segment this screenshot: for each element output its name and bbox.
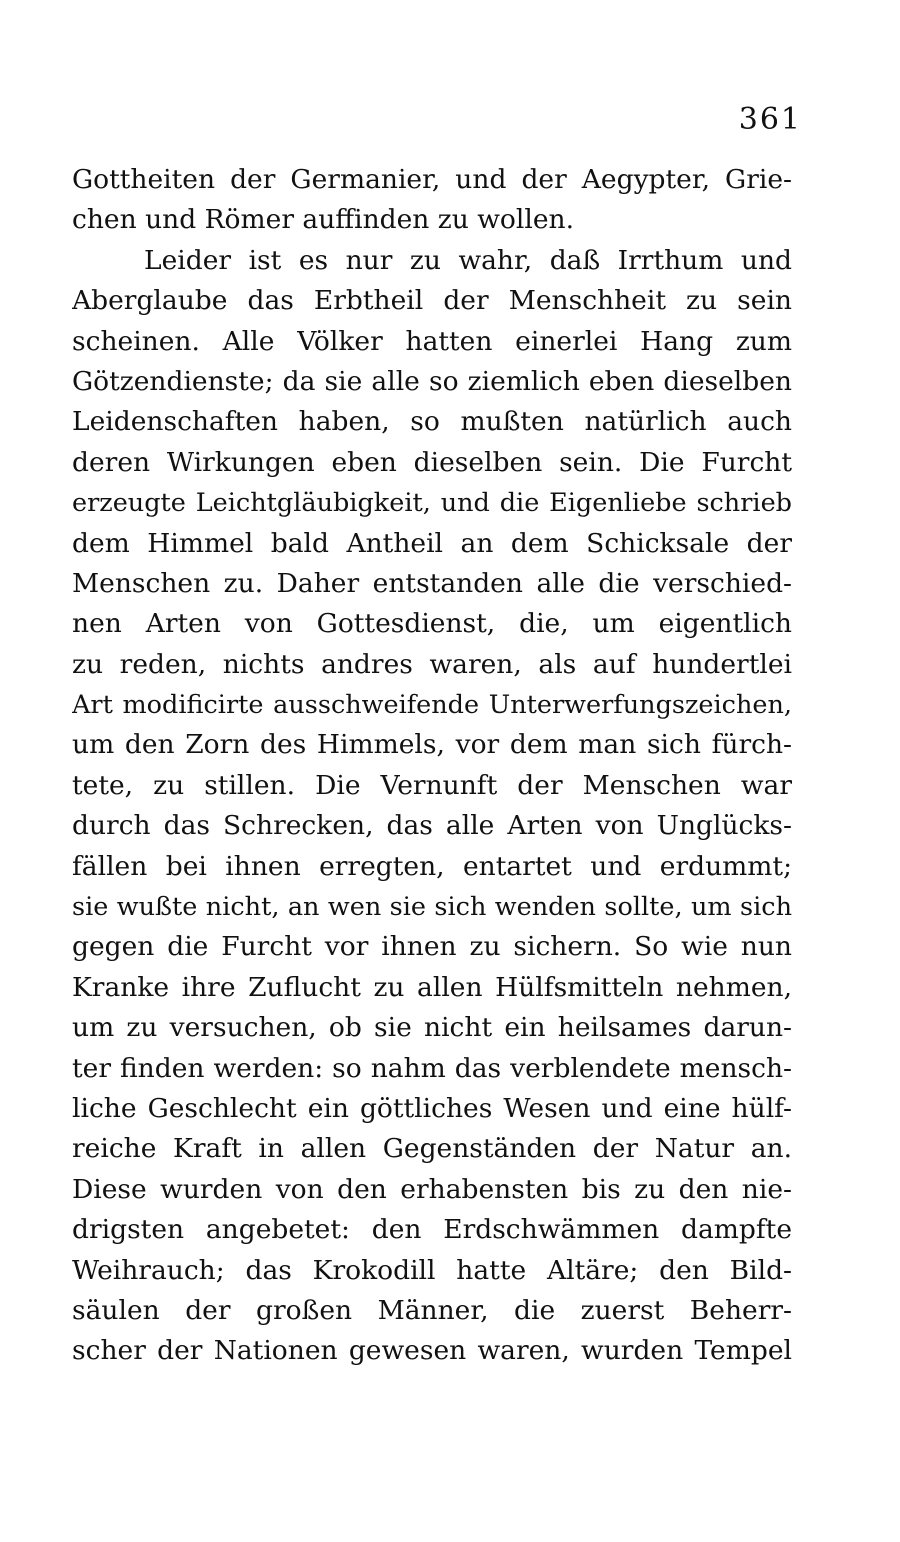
text-line: fällen bei ihnen erregten, entartet und erdummt; [72,850,792,882]
text-line: Götzendienste; da sie alle so ziemlich eben dieselben [72,365,792,397]
text-line: Aberglaube das Erbtheil der Menschheit zu sein [72,285,792,317]
text-line: zu reden, nichts andres waren, als auf hundertlei [72,648,792,680]
text-line: scher der Nationen gewesen waren, wurden Tempel [72,1335,792,1367]
text-line: tete, zu stillen. Die Vernunft der Menschen war [72,769,792,801]
text-line: Leidenschaften haben, so mußten natürlich auch [72,406,792,438]
text-line: Leider ist es nur zu wahr, daß Irrthum und [144,244,792,276]
text-line: erzeugte Leichtgläubigkeit, und die Eigenliebe schrieb [72,488,792,519]
text-line: ter finden werden: so nahm das verblendete mensch- [72,1052,792,1084]
text-line: Weihrauch; das Krokodill hatte Altäre; den Bild- [72,1254,792,1286]
text-line: reiche Kraft in allen Gegenständen der Natur an. [72,1133,792,1165]
text-line: liche Geschlecht ein göttliches Wesen und eine hülf- [72,1092,792,1124]
text-line: Kranke ihre Zuflucht zu allen Hülfsmitteln nehmen, [72,971,792,1003]
text-line: säulen der großen Männer, die zuerst Beherr- [72,1294,792,1326]
text-line: gegen die Furcht vor ihnen zu sichern. So wie nun [72,931,792,963]
text-line: scheinen. Alle Völker hatten einerlei Hang zum [72,325,792,357]
text-line: Art modificirte ausschweifende Unterwerfungszeichen, [72,690,792,721]
text-line: drigsten angebetet: den Erdschwämmen dampfte [72,1214,792,1246]
body-text [72,160,792,1520]
text-line: Gottheiten der Germanier, und der Aegypter, Grie- [72,164,792,195]
text-line: Menschen zu. Daher entstanden alle die verschied- [72,567,792,599]
text-line: um zu versuchen, ob sie nicht ein heilsames darun- [72,1012,792,1044]
text-line: sie wußte nicht, an wen sie sich wenden sollte, um sich [72,892,792,923]
text-line: dem Himmel bald Antheil an dem Schicksale der [72,527,792,559]
text-line: nen Arten von Gottesdienst, die, um eigentlich [72,608,792,640]
text-line: durch das Schrecken, das alle Arten von Unglücks- [72,810,792,842]
text-line: Diese wurden von den erhabensten bis zu den nie- [72,1173,792,1205]
text-line: deren Wirkungen eben dieselben sein. Die Furcht [72,446,792,478]
text-line: chen und Römer auffinden zu wollen. [72,204,574,236]
text-line: um den Zorn des Himmels, vor dem man sich fürch- [72,729,792,761]
page-number: 361 [738,102,802,137]
